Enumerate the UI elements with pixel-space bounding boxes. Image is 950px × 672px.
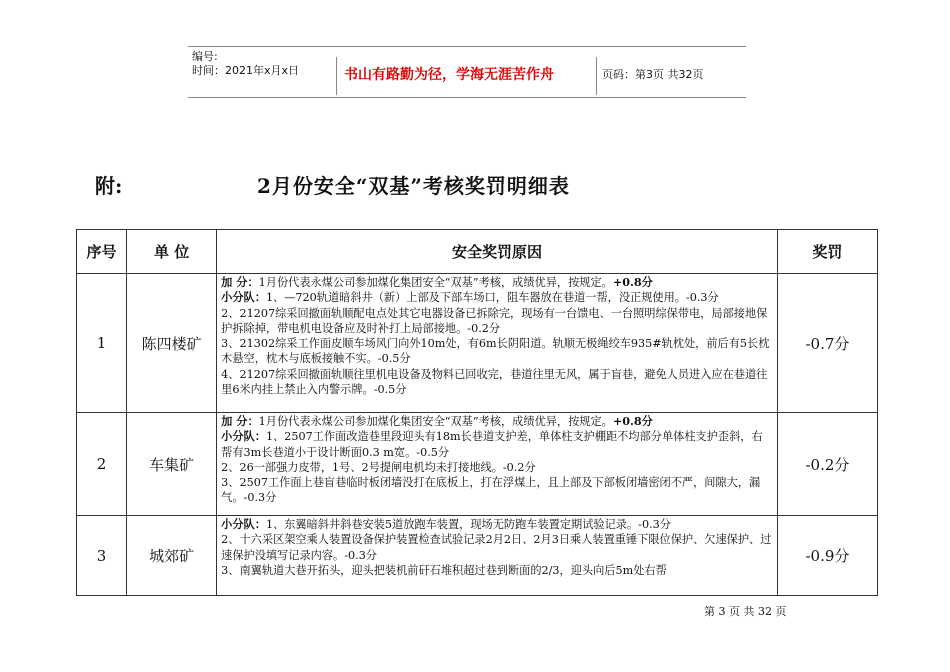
page-header [188,46,746,98]
table-row [77,516,878,596]
reason-line: 3、2507工作面上巷盲巷临时板闭墙没打在底板上，打在浮煤上，且上部及下部板闭墙密闭不严，间隙大，漏气。-0.3分 [221,476,761,505]
header-cell-reason: 安全奖罚原因 [217,230,778,274]
row-unit: 车集矿 [127,413,217,516]
reason-line: 2、21207综采回撤面轨顺配电点处其它电器设备已拆除完，现场有一台馈电、一台照明综保带电，局部接地保护拆除掉，带电机电设备应及时补打上局部接地。-0.2分 [221,306,768,335]
header-time-label: 时间：2021年x月x日 [192,64,300,77]
header-divider [596,57,597,95]
reason-line: 4、21207综采回撤面轨顺往里机电设备及物料已回收完，巷道往里无风，属于盲巷，避免人员进入应在巷道往里6米内挂上禁止入内警示牌。-0.5分 [221,367,768,397]
penalty-table [76,229,878,596]
row-unit: 城郊矿 [127,516,217,596]
row-number: 3 [77,516,127,596]
row-number: 2 [77,413,127,516]
header-page-info: 页码：第3页 共32页 [602,68,704,81]
table-row [77,274,878,413]
header-cell-unit: 单 位 [127,230,217,274]
header-divider [336,57,337,95]
reason-line: 加 分：1月份代表永煤公司参加煤化集团安全“双基”考核，成绩优异，按规定。+0.8分 [221,275,653,289]
header-number-label: 编号: [192,50,218,63]
reason-line: 2、26一部强力皮带，1号、2号提闸电机均未打接地线。-0.2分 [221,460,536,474]
reason-line: 3、南翼轨道大巷开拓头，迎头把装机前矸石堆积超过巷到断面的2/3，迎头向后5m处右帮 [221,563,667,577]
header-meta [192,50,299,78]
row-penalty: -0.9分 [777,516,877,596]
row-penalty: -0.2分 [777,413,877,516]
reason-clip [221,517,773,595]
reason-line: 加 分：1月份代表永煤公司参加煤化集团安全“双基”考核，成绩优异，按规定。+0.8分 [221,414,653,428]
page-title: 2月份安全“双基”考核奖罚明细表 [257,174,570,198]
reason-line: 小分队：1、2507工作面改造巷里段迎头有18m长巷道支护差，单体柱支护棚距不均部分单体柱支护歪斜，右帮有3m长巷道小于设计断面0.3 m宽。-0.5分 [221,429,763,459]
header-motto: 书山有路勤为径，学海无涯苦作舟 [344,67,554,83]
reason-line: 小分队：1、东翼暗斜井斜巷安装5道放跑车装置，现场无防跑车装置定期试验记录。-0.3分 [221,517,671,531]
row-reason [217,274,778,413]
table-header-row [77,230,878,274]
row-reason [217,516,778,596]
header-cell-penalty: 奖罚 [777,230,877,274]
title-prefix: 附: [95,174,123,198]
reason-line: 3、21302综采工作面皮顺车场风门向外10m处，有6m长阴阳道。轨顺无极绳绞车935#轨枕处，前后有5长枕木悬空，枕木与底板接触不实。-0.5分 [221,337,770,366]
row-reason [217,413,778,516]
page-footer: 第 3 页 共 32 页 [704,605,787,618]
table-row [77,413,878,516]
reason-line: 2、十六采区架空乘人装置设备保护装置检查试验记录2月2日、2月3日乘人装置重锤下限位保护、欠速保护、过速保护没填写记录内容。-0.3分 [221,533,772,562]
header-cell-no: 序号 [77,230,127,274]
row-number: 1 [77,274,127,413]
row-penalty: -0.7分 [777,274,877,413]
row-unit: 陈四楼矿 [127,274,217,413]
reason-line: 小分队：1、—720轨道暗斜井（新）上部及下部车场口，阻车器放在巷道一帮，没正规使用。-0.3分 [221,290,719,305]
